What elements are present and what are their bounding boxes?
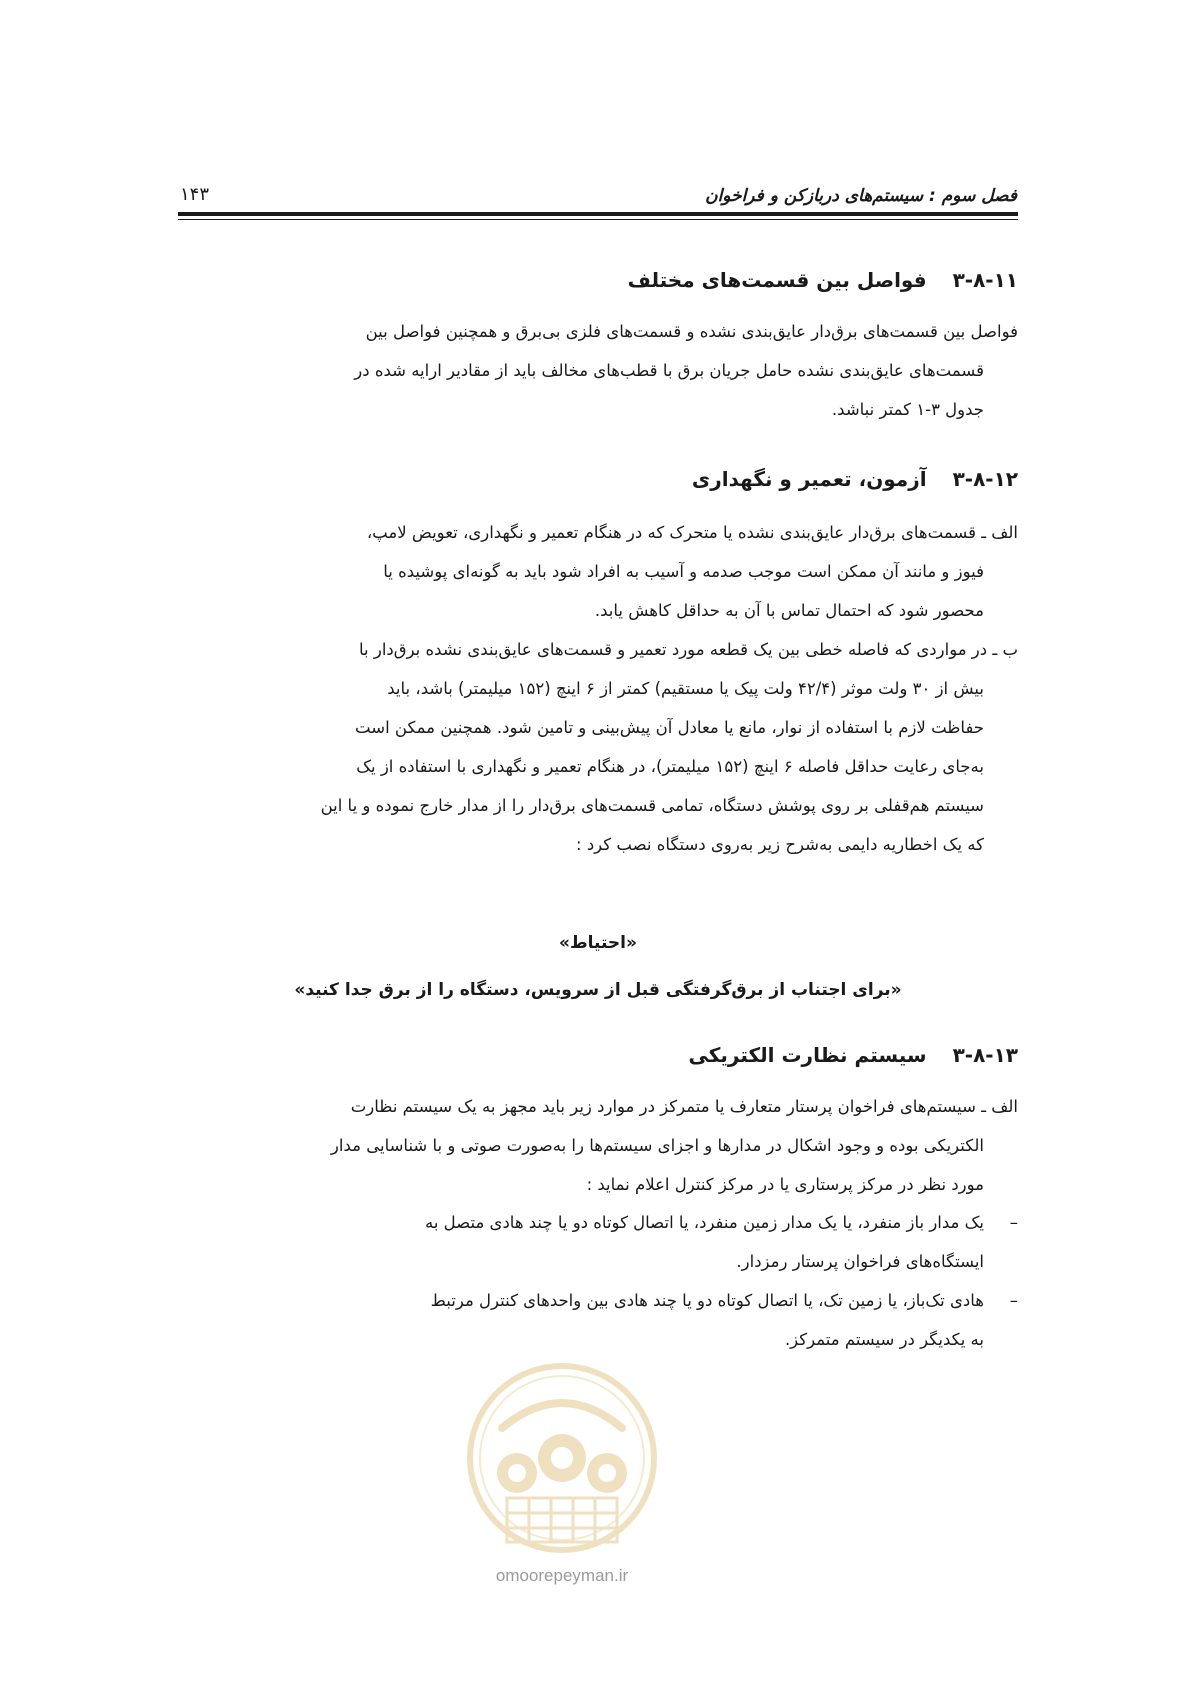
paragraph-line: مورد نظر در مرکز پرستاری یا در مرکز کنترل اعلام نماید : [586, 1175, 984, 1194]
watermark-logo-icon [462, 1358, 662, 1568]
header-rule-thick [178, 212, 1018, 216]
list-item-text: به یکدیگر در سیستم متمرکز. [784, 1330, 984, 1349]
section-11-number: ۳-۸-۱۱ [952, 268, 1018, 292]
paragraph-line: محصور شود که احتمال تماس با آن به حداقل کاهش یابد. [594, 601, 984, 620]
section-12-title: آزمون، تعمیر و نگهداری [691, 467, 927, 491]
paragraph-line: به‌جای رعایت حداقل فاصله ۶ اینچ (۱۵۲ میلیمتر)، در هنگام تعمیر و نگهداری با استفاده از یک [356, 757, 984, 776]
paragraph-line: که یک اخطاریه دایمی به‌شرح زیر به‌روی دستگاه نصب کرد : [576, 835, 984, 854]
section-13-number: ۳-۸-۱۳ [952, 1043, 1018, 1067]
dash-bullet: – [1009, 1213, 1018, 1232]
dash-bullet: – [1009, 1291, 1018, 1310]
dash-item-1 [178, 1203, 1018, 1281]
header-rule-thin [178, 219, 1018, 220]
section-11-heading [178, 268, 1018, 302]
list-item-text: یک مدار باز منفرد، یا یک مدار زمین منفرد، یا اتصال کوتاه دو یا چند هادی متصل به [424, 1213, 984, 1232]
paragraph-line: فواصل بین قسمت‌های برق‌دار عایق‌بندی نشده و قسمت‌های فلزی بی‌برق و همچنین فواصل بین [365, 322, 1018, 341]
section-12-number: ۳-۸-۱۲ [952, 467, 1018, 491]
paragraph-line: حفاظت لازم با استفاده از نوار، مانع یا معادل آن پیش‌بینی و تامین شود. همچنین ممکن است [355, 718, 984, 737]
paragraph-line: سیستم هم‌قفلی بر روی پوشش دستگاه، تمامی قسمت‌های برق‌دار را از مدار خارج نموده و یا این [320, 796, 984, 815]
section-12-heading [178, 467, 1018, 501]
paragraph-line: الف ـ قسمت‌های برق‌دار عایق‌بندی نشده یا متحرک که در هنگام تعمیر و نگهداری، تعویض لامپ، [366, 523, 1018, 542]
section-13-heading [178, 1043, 1018, 1077]
section-12-item-a [178, 513, 1018, 630]
section-12-item-b [178, 630, 1018, 864]
dash-item-2 [178, 1281, 1018, 1359]
paragraph-line: بیش از ۳۰ ولت موثر (۴۲/۴ ولت پیک یا مستقیم) کمتر از ۶ اینچ (۱۵۲ میلیمتر) باشد، باید [387, 679, 984, 698]
paragraph-line: جدول ۳-۱ کمتر نباشد. [831, 400, 984, 419]
paragraph-line: ب ـ در مواردی که فاصله خطی بین یک قطعه مورد تعمیر و قسمت‌های عایق‌بندی نشده برق‌دار با [359, 640, 1018, 659]
list-item-text: ایستگاه‌های فراخوان پرستار رمزدار. [736, 1252, 984, 1271]
running-title: فصل سوم : سیستم‌های دربازکن و فراخوان [705, 186, 1017, 206]
page-number: ۱۴۳ [180, 184, 210, 205]
section-13-item-a [178, 1087, 1018, 1204]
paragraph-line: قسمت‌های عایق‌بندی نشده حامل جریان برق با قطب‌های مخالف باید از مقادیر ارایه شده در [354, 361, 984, 380]
caution-text: «برای اجتناب از برق‌گرفتگی قبل از سرویس، دستگاه را از برق جدا کنید» [294, 980, 902, 1000]
watermark-site: omoorepeyman.ir [495, 1566, 629, 1585]
paragraph-line: فیوز و مانند آن ممکن است موجب صدمه و آسیب به افراد شود باید به گونه‌ای پوشیده یا [383, 562, 984, 581]
section-13-title: سیستم نظارت الکتریکی [688, 1043, 927, 1067]
caution-title: «احتیاط» [559, 933, 637, 953]
paragraph-line: الف ـ سیستم‌های فراخوان پرستار متعارف یا متمرکز در موارد زیر باید مجهز به یک سیستم نظارت [350, 1097, 1018, 1116]
section-11-title: فواصل بین قسمت‌های مختلف [627, 268, 927, 292]
section-11-paragraph [178, 312, 1018, 429]
paragraph-line: الکتریکی بوده و وجود اشکال در مدارها و اجزای سیستم‌ها را به‌صورت صوتی و با شناسایی مدار [330, 1136, 984, 1155]
list-item-text: هادی تک‌باز، یا زمین تک، یا اتصال کوتاه دو یا چند هادی بین واحدهای کنترل مرتبط [430, 1291, 984, 1310]
